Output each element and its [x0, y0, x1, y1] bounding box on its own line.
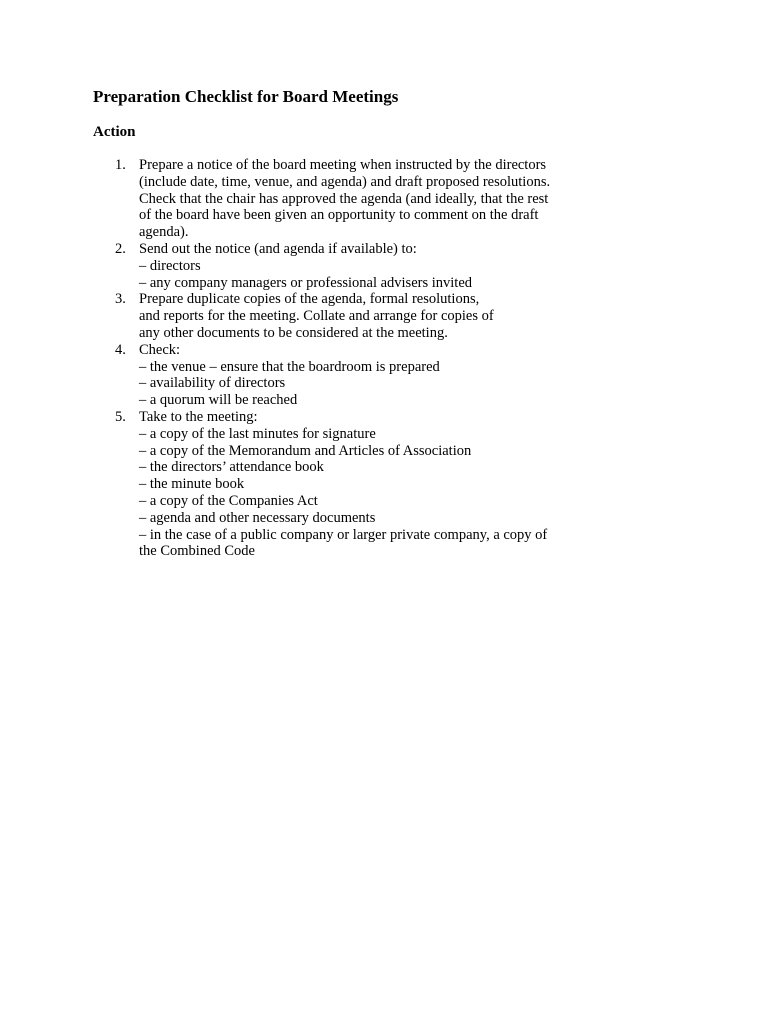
checklist-item-line: – in the case of a public company or larger private company, a copy of — [139, 526, 548, 543]
checklist-item — [93, 291, 613, 341]
checklist-item-line: Take to the meeting: — [139, 408, 258, 425]
checklist-item — [93, 157, 613, 241]
checklist-item-line: – a copy of the Companies Act — [139, 492, 318, 509]
checklist-item-line: of the board have been given an opportunity to comment on the draft — [139, 207, 539, 224]
checklist-item-line: Prepare duplicate copies of the agenda, formal resolutions, — [139, 291, 480, 308]
checklist-item-number: 2. — [115, 240, 126, 257]
checklist-item — [93, 342, 613, 409]
checklist-item-line: – the directors’ attendance book — [139, 459, 324, 476]
document-title: Preparation Checklist for Board Meetings — [93, 87, 399, 106]
checklist-item — [93, 409, 613, 560]
checklist-item-line: Check that the chair has approved the agenda (and ideally, that the rest — [139, 190, 549, 207]
checklist-item-line: – a copy of the last minutes for signature — [139, 425, 376, 442]
checklist-item-line: – directors — [139, 257, 201, 274]
checklist-item-number: 5. — [115, 408, 126, 425]
checklist-item-line: any other documents to be considered at the meeting. — [139, 324, 448, 341]
checklist-item-line: Send out the notice (and agenda if available) to: — [139, 240, 417, 257]
checklist-item — [93, 241, 613, 291]
checklist-item-line: Check: — [139, 341, 181, 358]
checklist-item-line: – a copy of the Memorandum and Articles of Association — [139, 442, 472, 459]
checklist-item-line: – availability of directors — [139, 375, 286, 392]
checklist — [93, 157, 613, 560]
checklist-item-number: 4. — [115, 341, 126, 358]
checklist-item-number: 1. — [115, 157, 126, 173]
checklist-item-line: agenda). — [139, 224, 189, 241]
checklist-item-line: – any company managers or professional advisers invited — [139, 274, 473, 291]
checklist-item-number: 3. — [115, 291, 126, 308]
checklist-item-line: – a quorum will be reached — [139, 392, 298, 409]
checklist-item-line: and reports for the meeting. Collate and arrange for copies of — [139, 308, 494, 325]
checklist-item-line: – the venue – ensure that the boardroom is prepared — [139, 358, 440, 375]
checklist-item-line: – agenda and other necessary documents — [139, 509, 376, 526]
checklist-item-line: (include date, time, venue, and agenda) and draft proposed resolutions. — [139, 173, 551, 190]
section-heading-action: Action — [93, 124, 136, 140]
checklist-item-line: Prepare a notice of the board meeting when instructed by the directors — [139, 157, 547, 173]
checklist-item-line: – the minute book — [139, 476, 245, 493]
checklist-item-line: the Combined Code — [139, 543, 255, 560]
